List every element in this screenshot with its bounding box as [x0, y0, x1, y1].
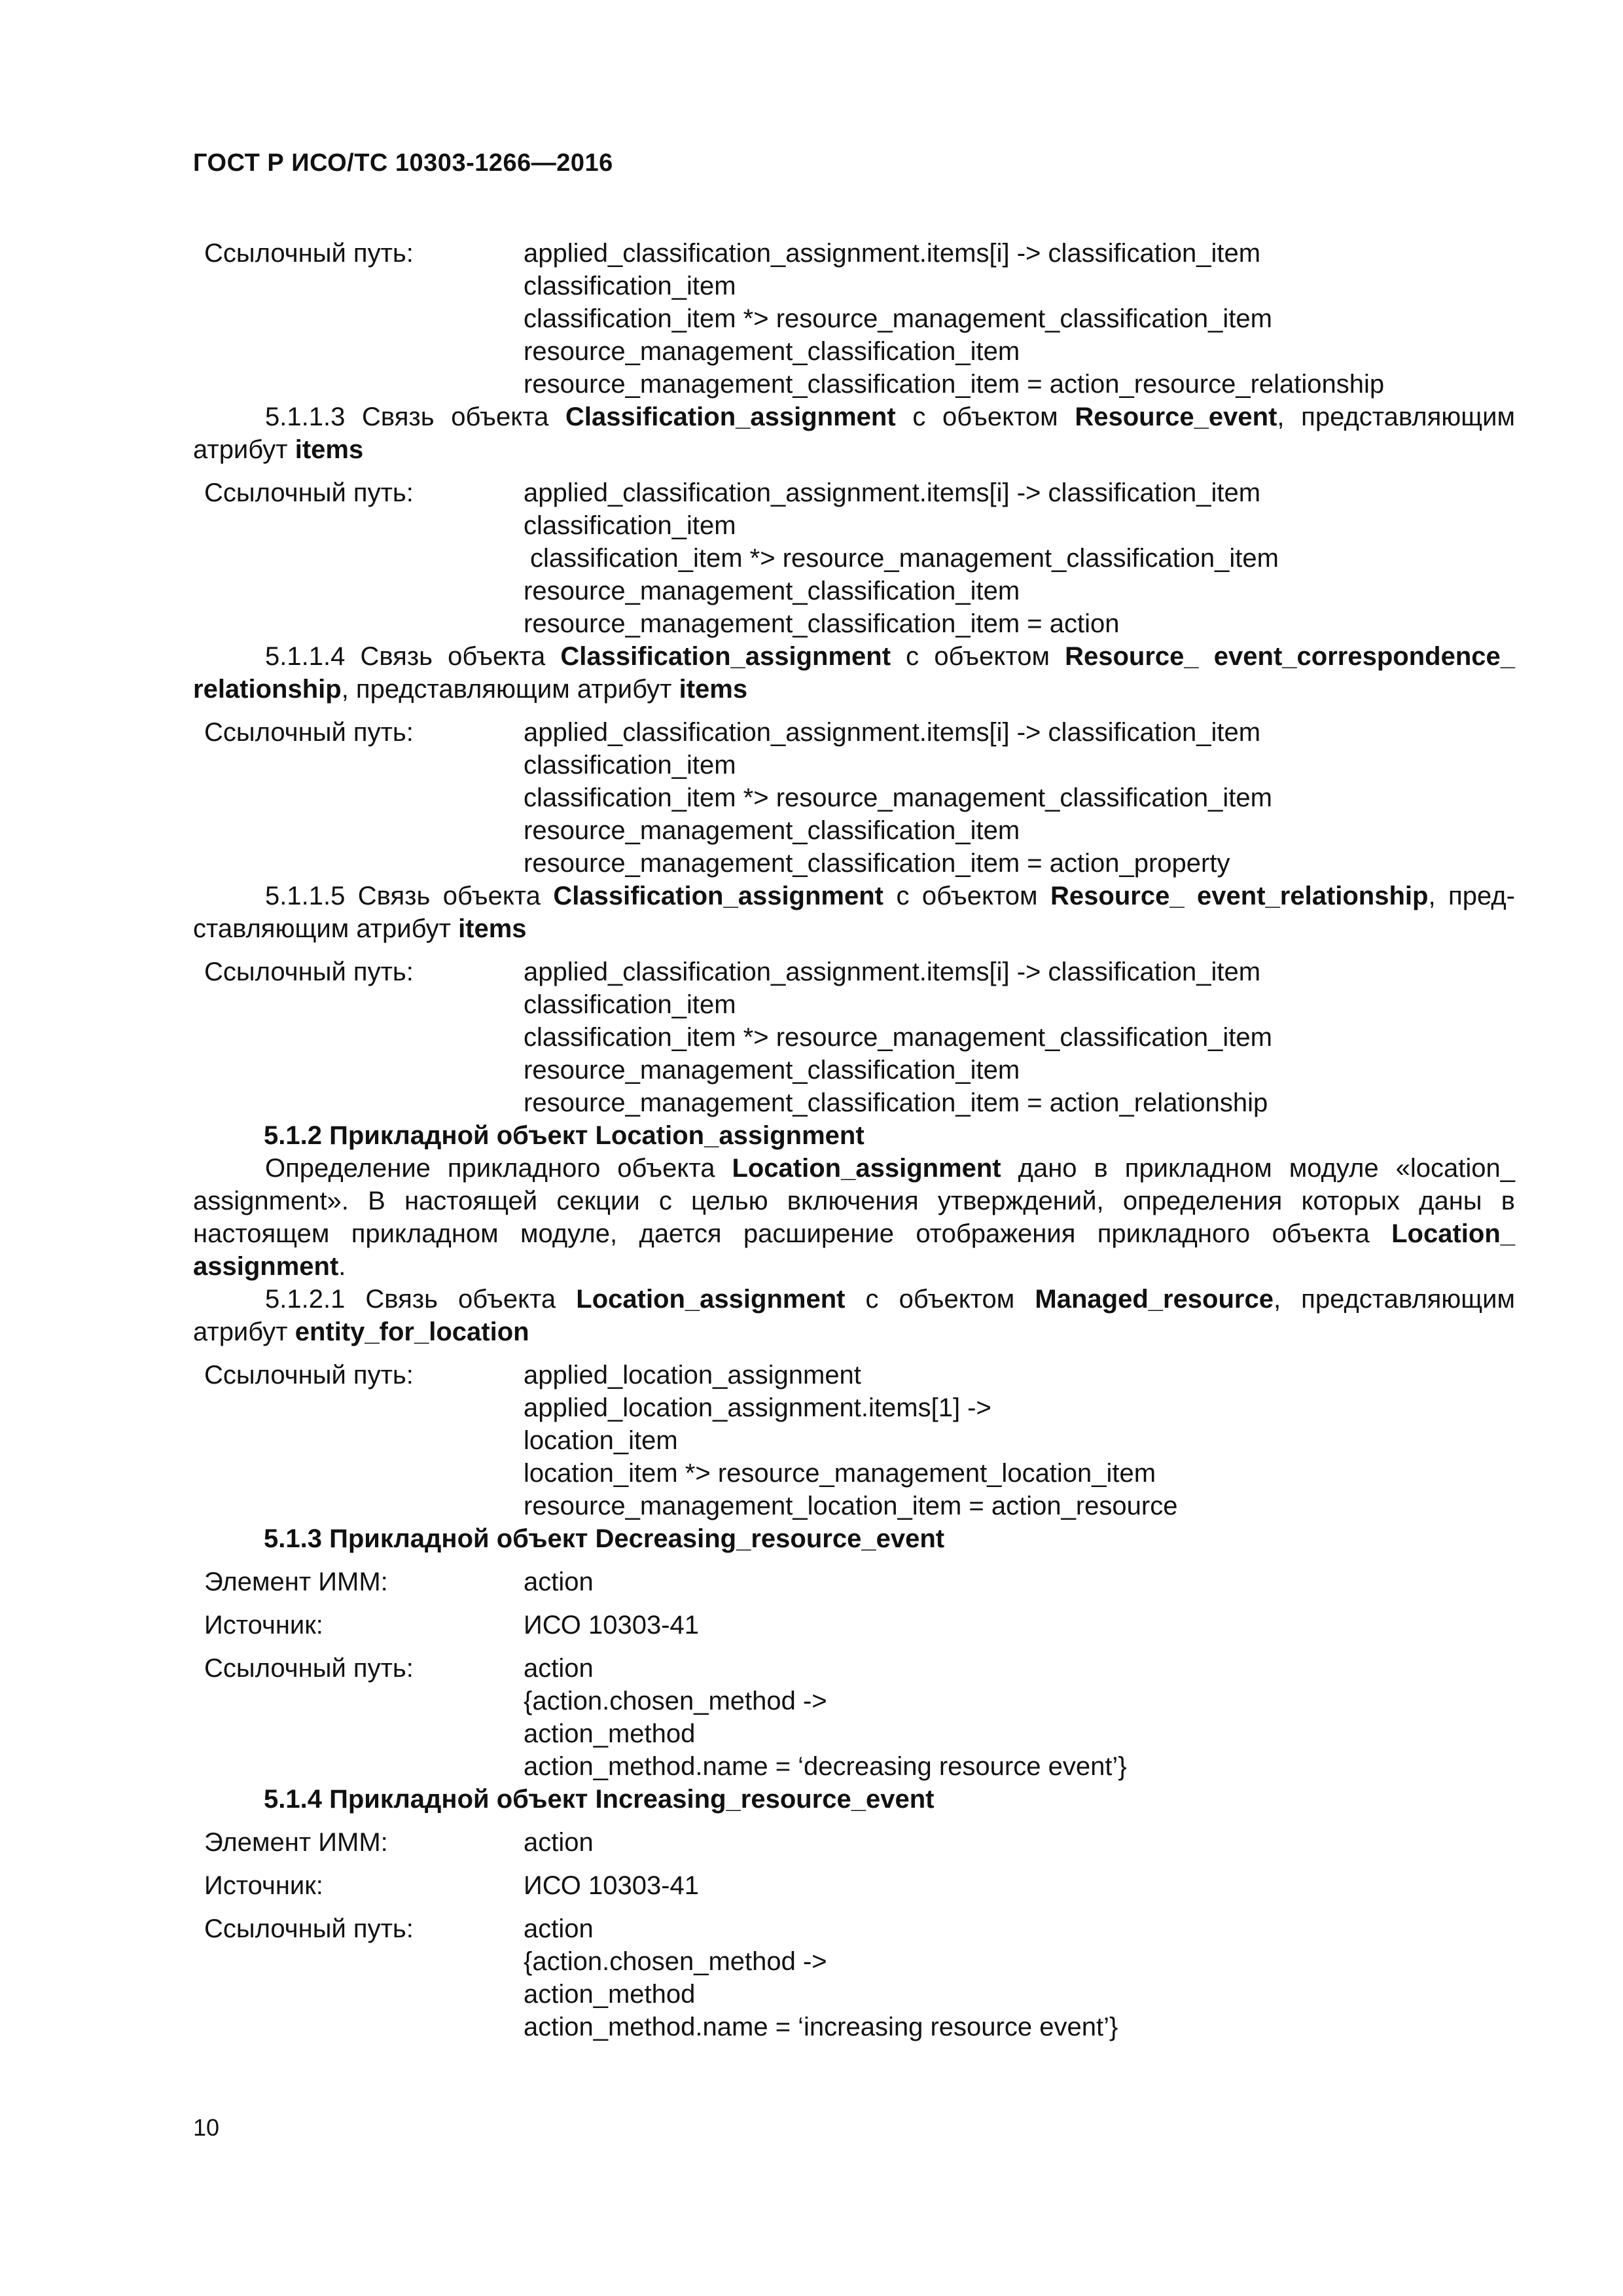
clause-5-1-1-4: 5.1.1.4 Связь объекта Classification_assignment с объектом Resource_ event_correspondence_ relationship, представляющим атрибут items	[193, 642, 1515, 704]
clause-5-1-1-5: 5.1.1.5 Связь объекта Classification_assignment с объектом Resource_ event_relationship, представляющим атрибут items	[193, 882, 1515, 943]
path-line: classification_item *> resource_management_classification_item	[524, 304, 1272, 333]
path-line: applied_classification_assignment.items[i] -> classification_item	[524, 718, 1261, 747]
path-line: resource_management_classification_item	[524, 577, 1020, 605]
path-line: resource_management_location_item = action_resource	[524, 1492, 1178, 1520]
reference-path-label: Ссылочный путь:	[204, 239, 414, 268]
element-label: Элемент ИММ:	[204, 1828, 388, 1857]
path-line: applied_classification_assignment.items[i] -> classification_item	[524, 958, 1261, 986]
reference-path-label: Ссылочный путь:	[204, 478, 414, 507]
path-line: action_method	[524, 1980, 696, 2009]
path-line: applied_classification_assignment.items[i] -> classification_item	[524, 478, 1261, 507]
reference-path-label: Ссылочный путь:	[204, 1914, 414, 1943]
reference-path-value	[524, 237, 1384, 401]
path-line: classification_item	[524, 272, 736, 300]
reference-path-value	[524, 1359, 1177, 1522]
path-line: applied_classification_assignment.items[i] -> classification_item	[524, 239, 1261, 268]
reference-path-value	[524, 1912, 1118, 2043]
path-line: classification_item	[524, 511, 736, 540]
path-line: applied_location_assignment	[524, 1361, 861, 1390]
path-line: location_item *> resource_management_location_item	[524, 1459, 1156, 1488]
reference-path-label: Ссылочный путь:	[204, 1654, 414, 1683]
path-line: resource_management_classification_item	[524, 1056, 1020, 1085]
path-line: {action.chosen_method ->	[524, 1947, 827, 1976]
element-value: action	[524, 1568, 594, 1596]
document-header: ГОСТ Р ИСО/ТС 10303-1266—2016	[193, 149, 613, 177]
source-label: Источник:	[204, 1871, 323, 1900]
path-line: classification_item	[524, 990, 736, 1019]
section-heading-5-1-3: 5.1.3 Прикладной объект Decreasing_resource_event	[264, 1524, 945, 1553]
reference-path-value	[524, 716, 1272, 880]
element-label: Элемент ИММ:	[204, 1568, 388, 1596]
path-line: resource_management_classification_item = action_relationship	[524, 1088, 1268, 1117]
path-line: classification_item *> resource_management_classification_item	[524, 783, 1272, 812]
document-page	[193, 0, 1515, 2296]
path-line: resource_management_classification_item	[524, 816, 1020, 845]
section-heading-5-1-2: 5.1.2 Прикладной объект Location_assignment	[264, 1121, 865, 1150]
element-value: action	[524, 1828, 594, 1857]
path-line: action_method.name = ‘increasing resource event’}	[524, 2013, 1118, 2041]
path-line: classification_item *> resource_management_classification_item	[524, 1023, 1272, 1052]
page-number: 10	[193, 2114, 220, 2141]
reference-path-label: Ссылочный путь:	[204, 1361, 414, 1390]
source-label: Источник:	[204, 1611, 323, 1640]
path-line: resource_management_classification_item = action_property	[524, 849, 1230, 878]
path-line: resource_management_classification_item = action	[524, 609, 1120, 638]
path-line: action	[524, 1914, 594, 1943]
path-line: resource_management_classification_item	[524, 337, 1020, 366]
path-line: {action.chosen_method ->	[524, 1687, 827, 1715]
reference-path-value	[524, 956, 1272, 1119]
definition-paragraph: Определение прикладного объекта Location_assignment дано в прикладном модуле «location_ assignment». В настоящей секции с целью включения утверждений, определения которых даны в настоящем прикладном модуле, дается расширение отображения прикладного объекта Location_ assignment.	[193, 1154, 1515, 1281]
path-line: classification_item *> resource_management_classification_item	[530, 544, 1279, 573]
path-line: action	[524, 1654, 594, 1683]
source-value: ИСО 10303-41	[524, 1871, 700, 1900]
reference-path-value	[524, 476, 1279, 640]
path-line: applied_location_assignment.items[1] ->	[524, 1393, 991, 1422]
path-line: location_item	[524, 1426, 678, 1455]
section-heading-5-1-4: 5.1.4 Прикладной объект Increasing_resource_event	[264, 1785, 935, 1814]
clause-5-1-1-3: 5.1.1.3 Связь объекта Classification_assignment с объектом Resource_event, представляющим атрибут items	[193, 403, 1516, 464]
path-line: action_method	[524, 1719, 696, 1748]
source-value: ИСО 10303-41	[524, 1611, 700, 1640]
clause-5-1-2-1: 5.1.2.1 Связь объекта Location_assignment с объектом Managed_resource, представляющим атрибут entity_for_location	[193, 1285, 1516, 1346]
path-line: classification_item	[524, 751, 736, 780]
path-line: action_method.name = ‘decreasing resource event’}	[524, 1752, 1127, 1781]
reference-path-label: Ссылочный путь:	[204, 718, 414, 747]
reference-path-label: Ссылочный путь:	[204, 958, 414, 986]
path-line: resource_management_classification_item = action_resource_relationship	[524, 370, 1385, 399]
reference-path-value	[524, 1652, 1127, 1783]
